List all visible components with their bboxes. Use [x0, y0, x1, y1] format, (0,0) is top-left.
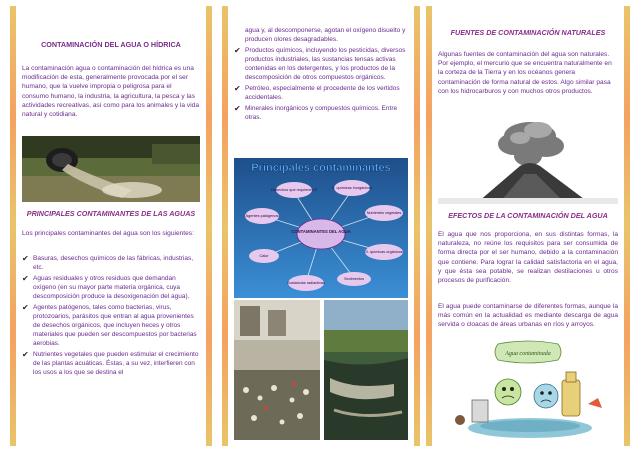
title-contaminacion: CONTAMINACIÓN DEL AGUA O HÍDRICA [41, 40, 181, 49]
contaminants-list-2 [234, 46, 408, 124]
check-icon: ✔ [234, 46, 241, 55]
title-fuentes: FUENTES DE CONTAMINACIÓN NATURALES [450, 28, 606, 37]
list-item: ✔ Aguas residuales y otros residuos que demandan oxígeno (en su mayor parte materia orgánica, cuya descomposición produce la desoxigenación del agua). [22, 274, 190, 300]
volcano-image [438, 114, 618, 204]
check-icon: ✔ [22, 274, 29, 283]
diagram-node: S. químicas inorgánicas [331, 186, 373, 190]
sewage-photo [22, 136, 200, 202]
list-item: ✔ Agentes patógenos, tales como bacterias, virus, protozoarios, parásitos que entran al agua provenientes de desechos orgánicos, que incluyen heces y otros materiales que pueden ser descompuestos por bacterias aerobias. [22, 303, 197, 347]
list-item: ✔ Petróleo, especialmente el procedente de los vertidos accidentales. [234, 84, 400, 101]
fuentes-paragraph: Algunas fuentes de contaminación del agua son naturales. Por ejemplo, el mercurio que se encuentra naturalmente en la corteza de la Tierra y en los océanos genera contaminación de forma natural de estos. Algo similar pasa con los hidrocarburos y con muchos otros productos. [438, 51, 612, 95]
diagram-node: S. químicas orgánicas [365, 250, 403, 254]
title-principales: PRINCIPALES CONTAMINANTES DE LAS AGUAS [26, 209, 196, 218]
lead-paragraph: Los principales contaminantes del agua son los siguientes: [22, 230, 194, 237]
cartoon-title: Agua contaminada [505, 351, 551, 357]
check-icon: ✔ [234, 84, 241, 93]
list-item: ✔ Minerales inorgánicos y compuestos químicos. Entre otras. [234, 104, 398, 121]
diagram-svg [234, 158, 408, 298]
panel-middle [222, 6, 420, 446]
diagram-node: Nutrientes vegetales [366, 211, 402, 215]
check-icon: ✔ [234, 104, 241, 113]
check-icon: ✔ [22, 350, 29, 359]
diagram-title: Principales contaminantes [251, 162, 391, 174]
efectos-paragraph-2: El agua puede contaminarse de diferentes formas, aunque la más común en la actualidad es mediante descarga de agua servida o cloacas de áreas urbanas en ríos y arroyos. [438, 303, 618, 329]
list-item: ✔ Nutrientes vegetales que pueden estimular el crecimiento de las plantas acuáticas. Éstas, a su vez, interfieren con los usos a los que se destina el [22, 350, 199, 376]
volcano-photo [438, 114, 618, 204]
panel-left [10, 6, 212, 446]
contaminants-diagram [234, 158, 408, 298]
panel-right [426, 6, 630, 446]
sewage-pipe-image [22, 136, 200, 202]
list-item: ✔ Basuras, desechos químicos de las fábricas, industrias, etc. [22, 254, 194, 271]
diagram-node: Sedimentos [343, 277, 365, 281]
diagram-node: Calor [259, 254, 269, 258]
cartoon-image [438, 340, 618, 442]
continuation-text: agua y, al descomponerse, agotan el oxígeno disuelto y producen olores desagradables. [245, 27, 406, 43]
diagram-node: Agentes patógenos [245, 214, 279, 218]
polluted-water-cartoon [438, 340, 618, 442]
diagram-node: Desechos que requieren O [271, 188, 317, 192]
check-icon: ✔ [22, 303, 29, 312]
contaminants-list [22, 254, 200, 379]
diagram-center: CONTAMINANTES DEL AGUA [291, 229, 351, 234]
list-item: ✔ Productos químicos, incluyendo los pesticidas, diversos productos industriales, las sustancias tensas activas contenidas en los detergentes, y los productos de la descomposición de otros compuestos orgánicos. [234, 46, 406, 81]
title-efectos: EFECTOS DE LA CONTAMINACIÓN DEL AGUA [448, 211, 608, 220]
pollution-photos [234, 300, 408, 440]
diagram-node: Sustancias radiactivas [287, 281, 325, 285]
efectos-paragraph-1: El agua que nos proporciona, en sus distintas formas, la naturaleza, no reúne los requisitos para ser consumida de forma directa por el ser humano, debido a la contaminación que contiene. Para lograr la calidad satisfactoria en el agua, y que ésta sea potable, se realizan destilaciones u otros procesos de purificación. [438, 231, 618, 285]
intro-paragraph: La contaminación agua o contaminación del hídrica es una modificación de esta, generalmente provocada por el ser humano, que la vuelve impropia o peligrosa para el consumo humano, la industria, la agricultura, la pesca y las actividades recreativas, así como para los animales y la vida natural y cotidiana. [22, 65, 200, 119]
pollution-photos-svg [234, 300, 408, 440]
check-icon: ✔ [22, 254, 29, 263]
